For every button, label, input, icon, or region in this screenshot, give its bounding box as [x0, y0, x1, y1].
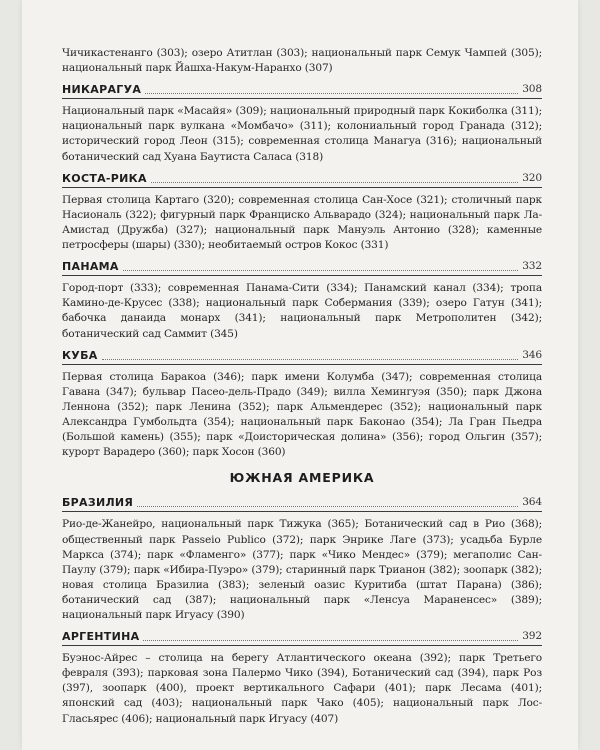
section-heading — [62, 259, 542, 276]
section-nicaragua — [62, 82, 542, 164]
table-of-contents — [62, 46, 542, 733]
section-title: КУБА — [62, 348, 98, 362]
section-heading — [62, 348, 542, 365]
section-heading — [62, 495, 542, 512]
section-title: НИКАРАГУА — [62, 83, 142, 97]
section-page-number: 308 — [522, 83, 542, 96]
book-page — [22, 0, 578, 750]
dot-leader — [143, 640, 518, 641]
section-entries: Первая столица Баракоа (346); парк имени Колумба (347); современная столица Гавана (347); бульвар Пасео-дель-Прадо (349); вилла Хемингуэя (350); парк Джона Леннона (352); парк Ленина (352); парк Альмендерес (352); национальный парк Александра Гумбольдта (354); национальный парк Баконао (354); Ла Гран Пьедра (Большой камень) (355); парк «Доисторическая долина» (356); город Ольгин (357); курорт Варадеро (360); парк Хосон (360) — [62, 370, 542, 459]
section-page-number: 332 — [522, 260, 542, 273]
section-cuba — [62, 348, 542, 461]
dot-leader — [137, 506, 518, 507]
section-heading — [62, 82, 542, 99]
section-argentina — [62, 629, 542, 727]
section-costa-rica — [62, 171, 542, 253]
dot-leader — [145, 93, 518, 94]
section-brazil — [62, 495, 542, 623]
section-heading — [62, 629, 542, 646]
section-panama — [62, 259, 542, 341]
section-title: АРГЕНТИНА — [62, 630, 140, 644]
section-entries: Национальный парк «Масайя» (309); национальный природный парк Кокиболка (311); национальный парк вулкана «Момбачо» (311); колониальный город Гранада (312); исторический город Леон (315); современная столица Манагуа (316); национальный ботанический сад Хуана Баутиста Саласа (318) — [62, 105, 542, 163]
section-entries: Первая столица Картаго (320); современная столица Сан-Хосе (321); столичный парк Насиональ (322); фигурный парк Франциско Альварадо (324); национальный парк Ла-Амистад (Дружба) (327); национальный парк Мануэль Антонио (328); каменные петросферы (шары) (330); необитаемый остров Кокос (331) — [62, 193, 542, 252]
section-page-number: 392 — [522, 630, 542, 643]
section-title: БРАЗИЛИЯ — [62, 496, 134, 510]
section-title: ПАНАМА — [62, 260, 119, 274]
section-page-number: 364 — [522, 496, 542, 509]
dot-leader — [102, 359, 519, 360]
section-page-number: 346 — [522, 348, 542, 361]
part-title: ЮЖНАЯ АМЕРИКА — [229, 470, 375, 486]
dot-leader — [151, 182, 518, 183]
section-heading — [62, 171, 542, 188]
section-entries: Город-порт (333); современная Панама-Сити (334); Панамский канал (334); тропа Камино-де-Крусес (338); национальный парк Собермания (339); озеро Гатун (341); бабочка данаида монарх (341); национальный парк Метрополитен (342); ботанический сад Саммит (345) — [62, 282, 542, 340]
section-entries: Рио-де-Жанейро, национальный парк Тижука (365); Ботанический сад в Рио (368); общественный парк Passeio Publico (372); парк Энрике Лаге (373); усадьба Бурле Маркса (374); парк «Фламенго» (377); парк «Чико Мендес» (379); мегаполис Сан-Паулу (379); парк «Ибира-Пуэро» (379); старинный парк Трианон (382); зоопарк (382); новая столица Бразилиа (383); зеленый оазис Куритиба (штат Парана) (386); ботанический сад (387); национальный парк «Ленсуа Мараненсес» (389); национальный парк Игуасу (390) — [62, 518, 542, 621]
section-title: КОСТА-РИКА — [62, 171, 147, 185]
dot-leader — [123, 270, 519, 271]
intro-paragraph: Чичикастенанго (303); озеро Атитлан (303); национальный парк Семук Чампей (305); национальный парк Йашха-Накум-Наранхо (307) — [62, 47, 542, 75]
section-entries: Буэнос-Айрес – столица на берегу Атлантического океана (392); парк Третьего февраля (393); парковая зона Палермо Чико (394), Ботанический сад (394), парк Роз (397), зоопарк (400), проект вертикального Сафари (401); парк Лесама (401); японский сад (403); национальный парк Чако (405); национальный парк Лос-Гласьярес (406); национальный парк Игуасу (407) — [62, 652, 542, 725]
section-page-number: 320 — [522, 171, 542, 184]
